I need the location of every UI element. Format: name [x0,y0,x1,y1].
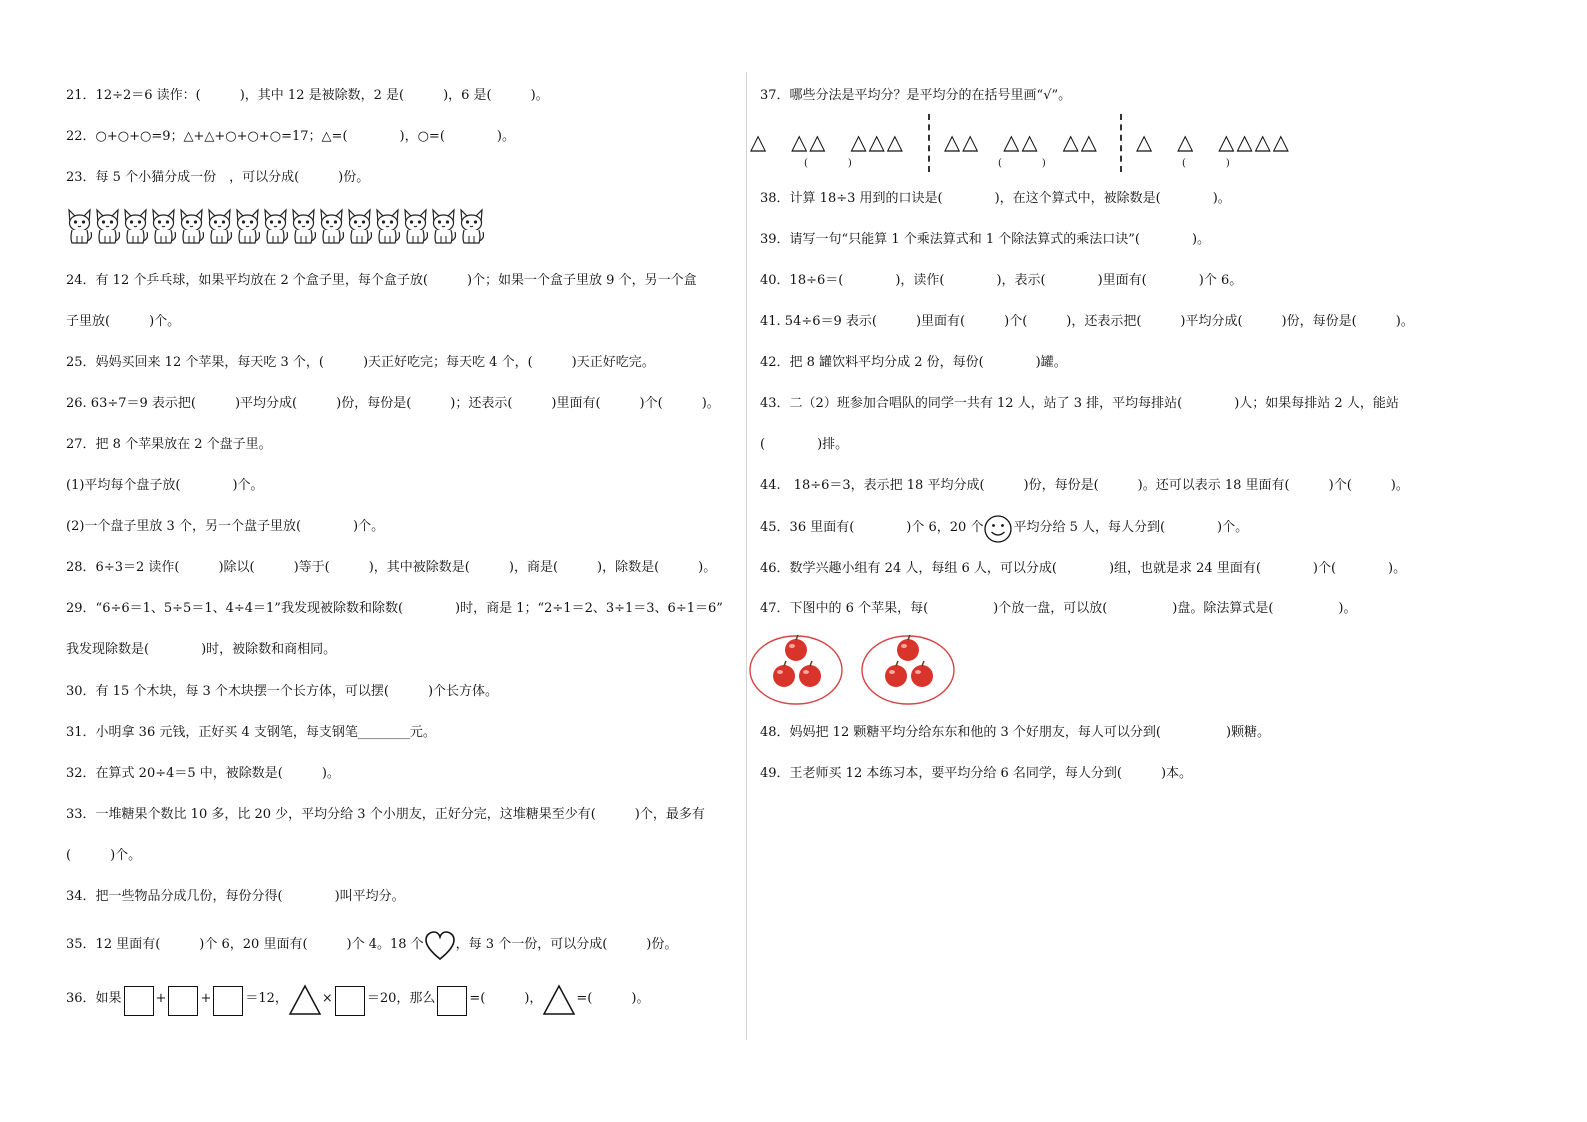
cat-icon [122,208,149,250]
question-38: 38．计算 18÷3 用到的口诀是( )，在这个算式中，被除数是( )。 [760,191,1231,206]
cat-icon [206,208,233,250]
square-answer: =( )， [469,991,543,1006]
column-divider [746,72,747,1040]
question-47: 47．下图中的 6 个苹果，每( )个放一盘，可以放( )盘。除法算式是( )。 [760,601,1357,616]
question-41: 41. 54÷6＝9 表示( )里面有( )个( )，还表示把( )平均分成( )份，每份是( )。 [760,314,1414,329]
question-48: 48．妈妈把 12 颗糖平均分给东东和他的 3 个好朋友，每人可以分到( )颗糖。 [760,725,1271,740]
square-icon [168,986,198,1016]
answer-paren-2: ( ) [998,158,1046,169]
question-29-cont: 我发现除数是( )时，被除数和商相同。 [66,642,337,657]
apple-plates-svg [748,632,988,712]
question-43-cont: ( )排。 [760,437,849,452]
question-37: 37．哪些分法是平均分？是平均分的在括号里画“√”。 [760,88,1072,103]
question-45-part2: 平均分给 5 人，每人分到( )个。 [1013,520,1249,535]
equals-20: ＝20，那么 [366,991,436,1006]
question-33: 33．一堆糖果个数比 10 多，比 20 少，平均分给 3 个小朋友，正好分完，这堆糖果至少有( )个，最多有 [66,807,705,822]
triangle-group-3: △ △ △△△△ [1136,130,1291,154]
cat-icon [66,208,93,250]
heart-icon [424,930,456,962]
question-39: 39．请写一句“只能算 1 个乘法算式和 1 个除法算式的乘法口诀”( )。 [760,232,1211,247]
question-22: 22．○+○+○=9；△+△+○+○+○=17；△=( )，○=( )。 [66,129,515,144]
times-sign: × [321,991,333,1006]
question-35-part1: 35．12 里面有( )个 6，20 里面有( )个 4。18 个 [66,937,424,952]
question-27: 27．把 8 个苹果放在 2 个盘子里。 [66,437,272,452]
cats-figure [66,208,486,250]
cat-icon [290,208,317,250]
dashed-separator [928,114,930,172]
square-icon [213,986,243,1016]
question-33-cont: ( )个。 [66,848,142,863]
cat-icon [430,208,457,250]
triangle-icon [288,984,322,1016]
question-46: 46．数学兴趣小组有 24 人，每组 6 人，可以分成( )组，也就是求 24 里面有( )个( )。 [760,561,1407,576]
square-icon [437,986,467,1016]
answer-paren-1: ( ) [804,158,852,169]
question-28: 28．6÷3＝2 读作( )除以( )等于( )，其中被除数是( )，商是( )，除数是( )。 [66,560,717,575]
apple-icon [897,635,919,661]
cat-icon [458,208,485,250]
cat-icon [94,208,121,250]
plus-sign: + [200,991,212,1006]
cat-icon [234,208,261,250]
question-44: 44. 18÷6＝3，表示把 18 平均分成( )份，每份是( )。还可以表示 18 里面有( )个( )。 [760,478,1409,493]
question-30: 30．有 15 个木块，每 3 个木块摆一个长方体，可以摆( )个长方体。 [66,684,499,699]
apple-icon [885,661,907,687]
cat-icon [178,208,205,250]
question-25: 25．妈妈买回来 12 个苹果，每天吃 3 个，( )天正好吃完；每天吃 4 个，( )天正好吃完。 [66,355,655,370]
plate [750,635,842,704]
smiley-icon [983,514,1013,544]
cat-icon [318,208,345,250]
question-49: 49．王老师买 12 本练习本，要平均分给 6 名同学，每人分到( )本。 [760,766,1193,781]
cat-icon [262,208,289,250]
triangle-group-2: △△ △△ △△ [944,130,1099,154]
triangle-group-1: △ △△ △△△ [750,130,905,154]
answer-paren-3: ( ) [1182,158,1230,169]
question-40: 40．18÷6＝( )，读作( )，表示( )里面有( )个 6。 [760,273,1243,288]
dashed-separator [1120,114,1122,172]
question-42: 42．把 8 罐饮料平均分成 2 份，每份( )罐。 [760,355,1067,370]
plus-sign: + [155,991,167,1006]
question-45-part1: 45．36 里面有( )个 6，20 个 [760,520,984,535]
question-21: 21．12÷2＝6 读作：( )，其中 12 是被除数，2 是( )，6 是( )。 [66,88,549,103]
apple-icon [773,661,795,687]
question-26: 26. 63÷7＝9 表示把( )平均分成( )份，每份是( )；还表示( )里面有( )个( )。 [66,396,720,411]
question-34: 34．把一些物品分成几份，每份分得( )叫平均分。 [66,889,405,904]
plate [862,635,954,704]
question-24-cont: 子里放( )个。 [66,314,181,329]
cat-icon [402,208,429,250]
question-23: 23．每 5 个小猫分成一份 ，可以分成( )份。 [66,170,370,185]
apple-icon [911,661,933,687]
apple-plates-figure [748,632,988,716]
question-27-2: (2)一个盘子里放 3 个，另一个盘子里放( )个。 [66,519,385,534]
question-43: 43．二（2）班参加合唱队的同学一共有 12 人，站了 3 排，平均每排站( )人；如果每排站 2 人，能站 [760,396,1399,411]
cat-icon [374,208,401,250]
question-45 [760,512,1248,544]
question-31: 31．小明拿 36 元钱，正好买 4 支钢笔，每支钢笔________元。 [66,725,436,740]
square-icon [124,986,154,1016]
question-35 [66,928,677,962]
equals-12: ＝12， [245,991,288,1006]
apple-icon [785,635,807,661]
question-36-prefix: 36．如果 [66,991,122,1006]
triangle-icon [542,984,576,1016]
question-36 [66,982,649,1016]
square-icon [335,986,365,1016]
question-24: 24．有 12 个乒乓球，如果平均放在 2 个盒子里，每个盒子放( )个；如果一个盒子里放 9 个，另一个盒 [66,273,697,288]
question-32: 32．在算式 20÷4＝5 中，被除数是( )。 [66,766,340,781]
question-27-1: (1)平均每个盘子放( )个。 [66,478,264,493]
cat-icon [150,208,177,250]
apple-icon [799,661,821,687]
question-29: 29．“6÷6＝1、5÷5＝1、4÷4＝1”我发现被除数和除数( )时，商是 1；“2÷1＝2、3÷1＝3、6÷1＝6” [66,601,723,616]
question-35-part2: ，每 3 个一份，可以分成( )份。 [455,937,678,952]
triangle-answer: =( )。 [576,991,650,1006]
cat-icon [346,208,373,250]
